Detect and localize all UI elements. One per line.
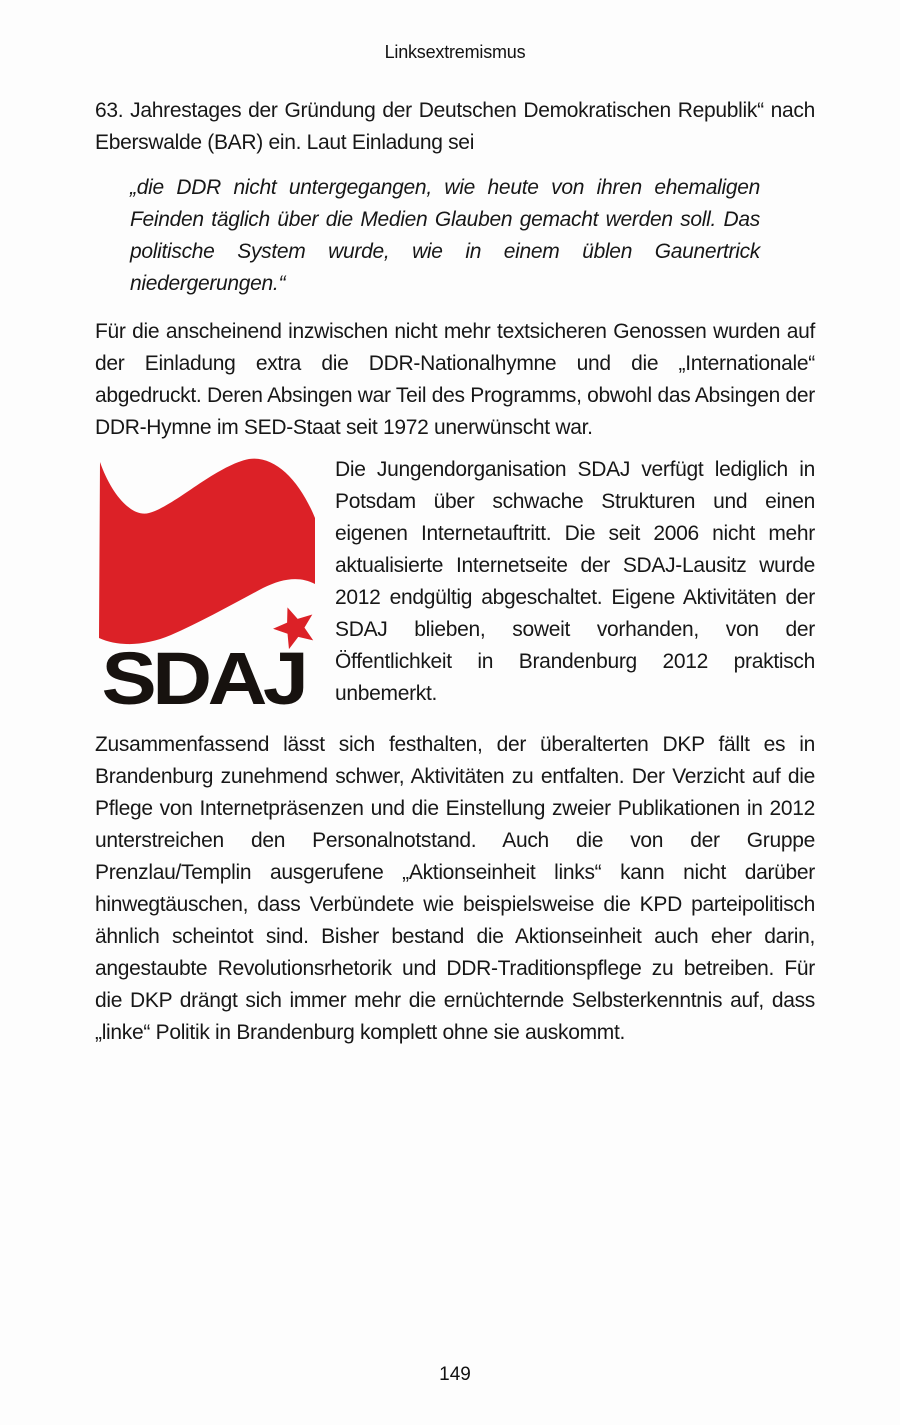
blockquote-invitation: „die DDR nicht untergegangen, wie heute von ihren ehemaligen Feinden täglich über die Medien Glauben gemacht werden soll. Das politische System wurde, wie in einem üblen Gaunertrick niedergerungen.“ (130, 176, 760, 295)
running-header: Linksextremismus (384, 42, 526, 62)
red-flag-shape (99, 459, 315, 644)
paragraph-intro: 63. Jahrestages der Gründung der Deutschen Demokratischen Republik“ nach Eberswalde (BAR) ein. Laut Einladung sei (95, 99, 815, 154)
sdaj-section (95, 454, 815, 715)
paragraph-hymne: Für die anscheinend inzwischen nicht mehr textsicheren Genossen wurden auf der Einladung extra die DDR-Nationalhymne und die „Internationale“ abgedruckt. Deren Absingen war Teil des Programms, obwohl das Absingen der DDR-Hymne im SED-Staat seit 1972 unerwünscht war. (95, 320, 815, 439)
sdaj-logo-graphic (95, 456, 319, 711)
paragraph-summary: Zusammenfassend lässt sich festhalten, der überalterten DKP fällt es in Brandenburg zunehmend schwer, Aktivitäten zu entfalten. Der Verzicht auf die Pflege von Internetpräsenzen und die Einstellung zweier Publikationen in 2012 unterstreichen den Personalnotstand. Auch die von der Gruppe Prenzlau/Templin ausgerufene „Aktionseinheit links“ kann nicht darüber hinwegtäuschen, dass Verbündete wie beispielsweise die KPD parteipolitisch ähnlich scheintot sind. Bisher bestand die Aktionseinheit auch eher darin, angestaubte Revolutionsrhetorik und DDR-Traditionspflege zu betreiben. Für die DKP drängt sich immer mehr die ernüchternde Selbsterkenntnis auf, dass „linke“ Politik in Brandenburg komplett ohne sie auskommt. (95, 733, 815, 1044)
paragraph-sdaj: Die Jungendorganisation SDAJ verfügt lediglich in Potsdam über schwache Strukturen und einen eigenen Internetauftritt. Die seit 2006 nicht mehr aktualisierte Internetseite der SDAJ-Lausitz wurde 2012 endgültig abgeschaltet. Eigene Aktivitäten der SDAJ blieben, soweit vorhanden, von der Öffentlichkeit in Brandenburg 2012 praktisch unbemerkt. (335, 458, 815, 705)
page-content (95, 66, 815, 1049)
sdaj-logo (95, 456, 319, 711)
page-number: 149 (439, 1364, 471, 1385)
sdaj-logo-text: SDAJ (101, 637, 305, 711)
